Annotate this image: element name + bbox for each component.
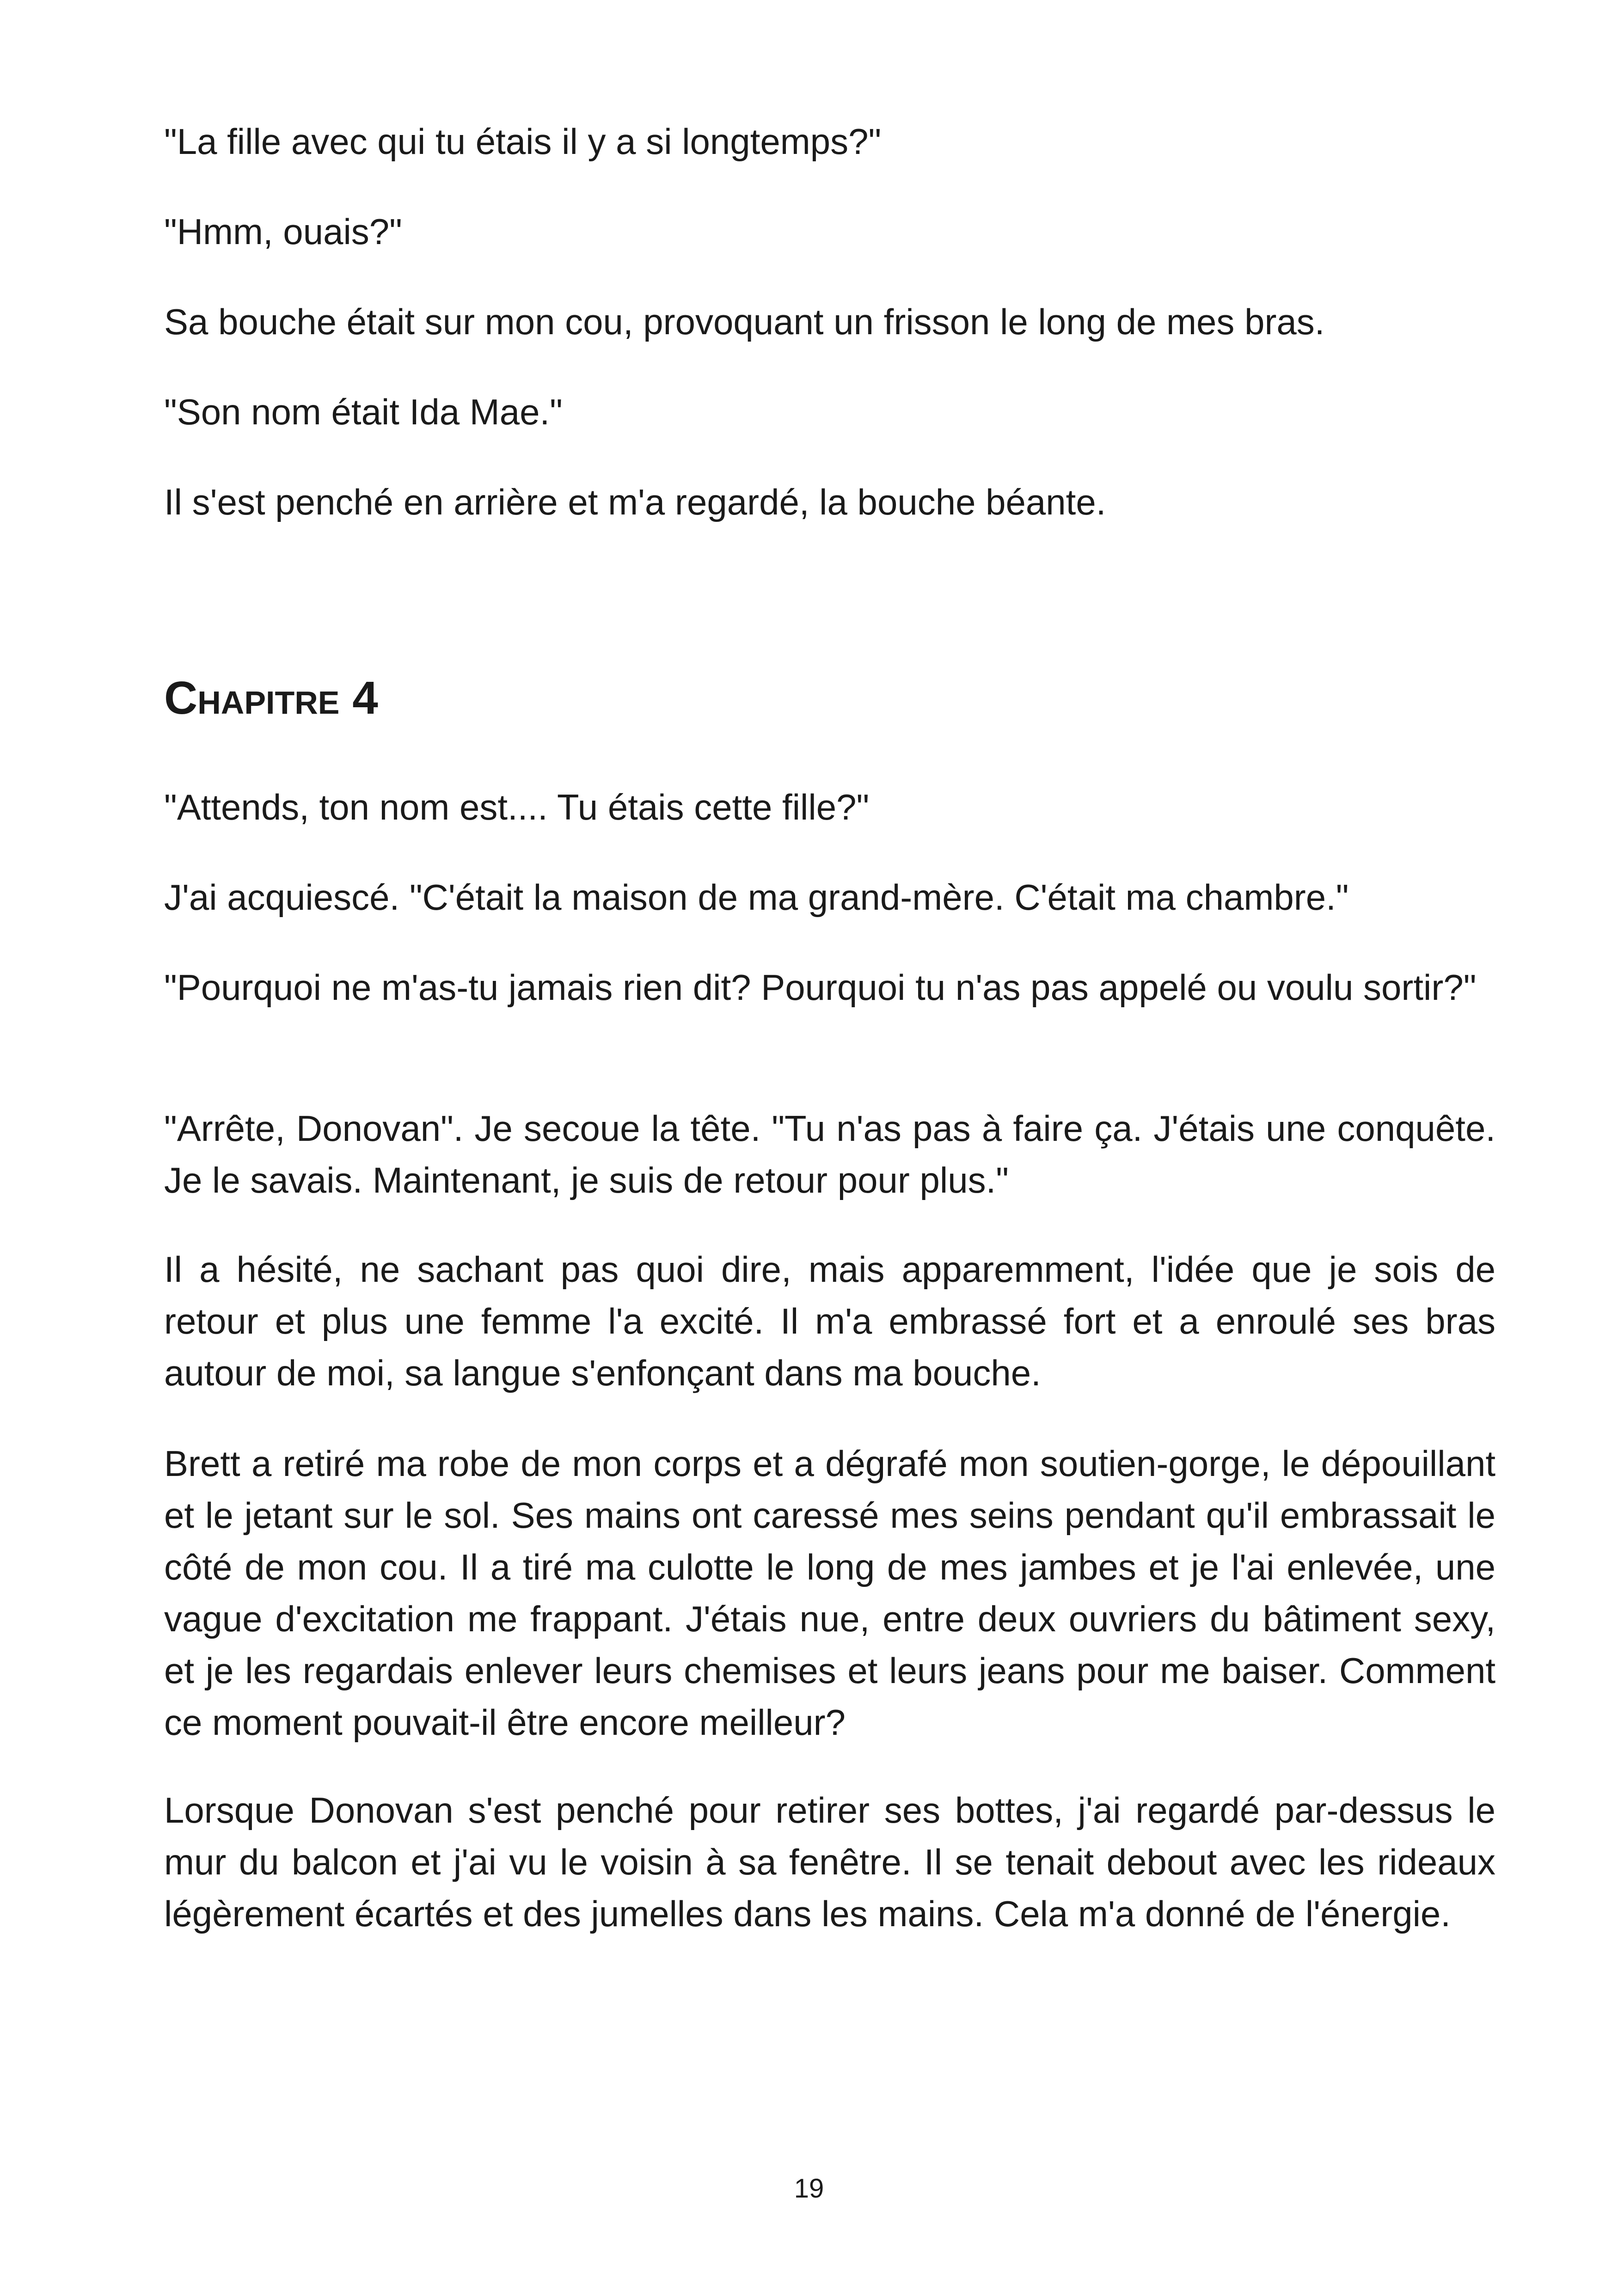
- paragraph: "Pourquoi ne m'as-tu jamais rien dit? Pourquoi tu n'as pas appelé ou voulu sortir?": [164, 967, 1477, 1008]
- paragraph: "Son nom était Ida Mae.": [164, 392, 563, 432]
- paragraph: "La fille avec qui tu étais il y a si longtemps?": [164, 121, 882, 162]
- paragraph: Brett a retiré ma robe de mon corps et a dégrafé mon soutien-gorge, le dépouillant et le jetant sur le sol. Ses mains ont caressé mes seins pendant qu'il embrassait le côté de mon cou. Il a tiré ma culotte le long de mes jambes et je l'ai enlevée, une vague d'excitation me frappant. J'étais nue, entre deux ouvriers du bâtiment sexy, et je les regardais enlever leurs chemises et leurs jeans pour me baiser. Comment ce moment pouvait-il être encore meilleur?: [164, 1443, 1495, 1743]
- paragraph: "Attends, ton nom est.... Tu étais cette fille?": [164, 787, 870, 827]
- paragraph: "Hmm, ouais?": [164, 211, 402, 252]
- paragraph: Il a hésité, ne sachant pas quoi dire, mais apparemment, l'idée que je sois de retour et plus une femme l'a excité. Il m'a embrassé fort et a enroulé ses bras autour de moi, sa langue s'enfonçant dans ma bouche.: [164, 1249, 1495, 1393]
- page-number: 19: [794, 2174, 824, 2204]
- paragraph: "Arrête, Donovan". Je secoue la tête. "Tu n'as pas à faire ça. J'étais une conquête. Je le savais. Maintenant, je suis de retour pour plus.": [164, 1108, 1495, 1200]
- paragraph: Sa bouche était sur mon cou, provoquant un frisson le long de mes bras.: [164, 301, 1325, 342]
- chapter-heading: Chapitre 4: [164, 672, 378, 724]
- paragraph: J'ai acquiescé. "C'était la maison de ma grand-mère. C'était ma chambre.": [164, 877, 1349, 918]
- paragraph: Il s'est penché en arrière et m'a regardé, la bouche béante.: [164, 482, 1106, 522]
- paragraph: Lorsque Donovan s'est penché pour retirer ses bottes, j'ai regardé par-dessus le mur du balcon et j'ai vu le voisin à sa fenêtre. Il se tenait debout avec les rideaux légèrement écartés et des jumelles dans les mains. Cela m'a donné de l'énergie.: [164, 1790, 1495, 1934]
